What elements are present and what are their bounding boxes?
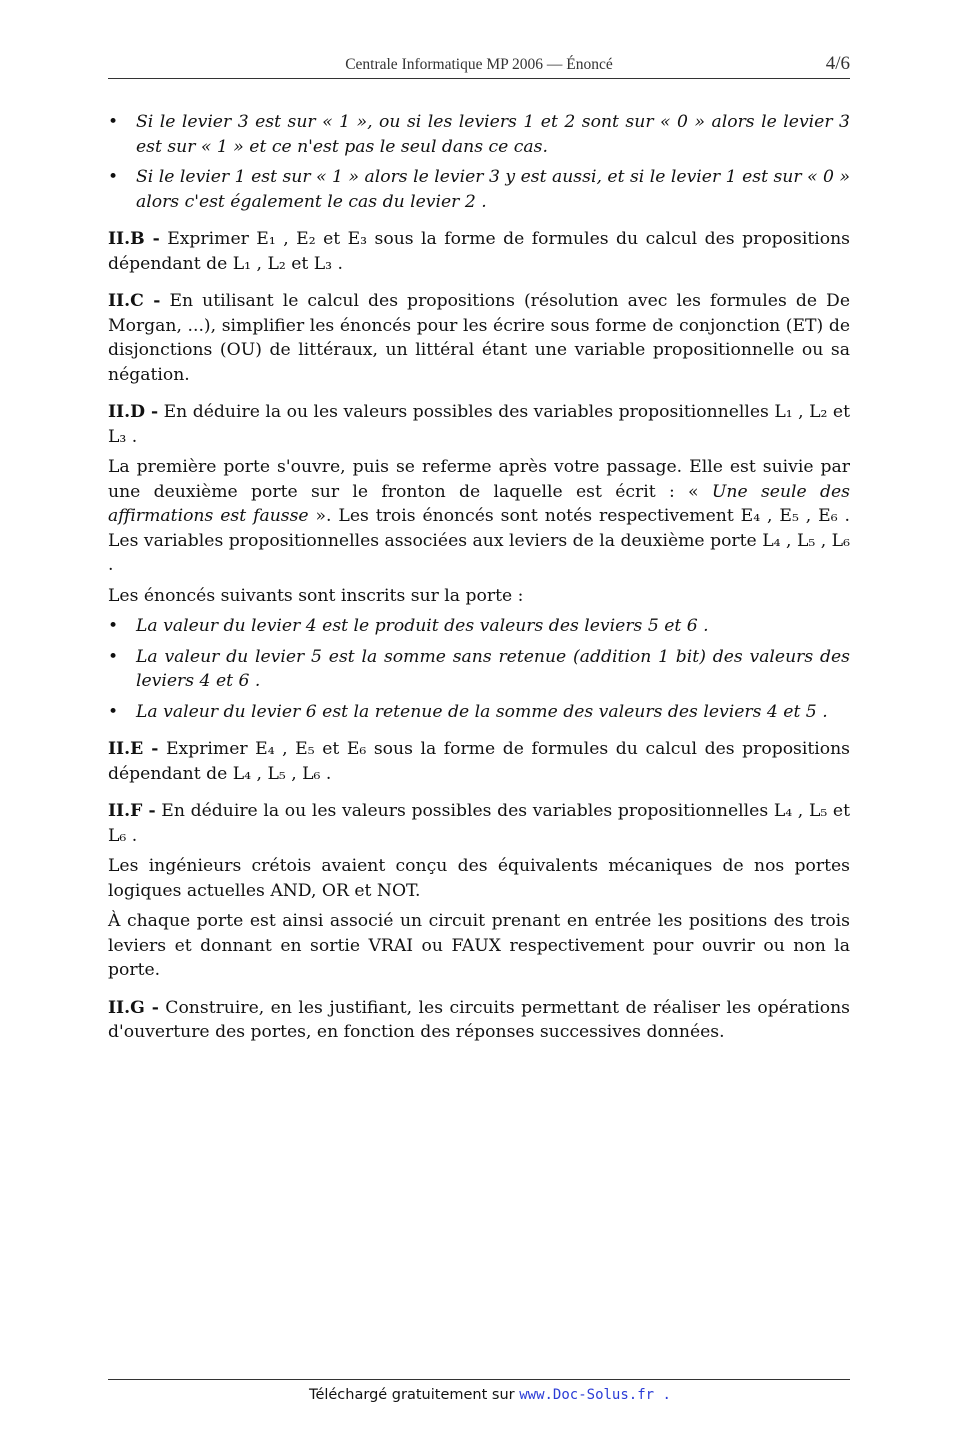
paragraph-circuit: À chaque porte est ainsi associé un circuit prenant en entrée les positions des trois leviers et donnant en sortie VRAI ou FAUX respectivement pour ouvrir ou non la porte. — [108, 911, 850, 980]
list-item: • La valeur du levier 5 est la somme sans retenue (addition 1 bit) des valeurs des leviers 4 et 6 . — [108, 646, 850, 691]
page-header — [108, 52, 850, 79]
bullet-list-top — [108, 110, 850, 214]
paragraph-second-door: La première porte s'ouvre, puis se referme après votre passage. Elle est suivie par une deuxième porte sur le fronton de laquelle est écrit : « Une seule des affirmations est fausse ». Les trois énoncés sont notés respectivement E₄ , E₅ , E₆ . Les variables propositionnelles associées aux leviers de la deuxième porte L₄ , L₅ , L₆ . — [108, 457, 851, 575]
bullet-icon: • — [108, 112, 119, 132]
doc-solus-link[interactable]: www.Doc-Solus.fr — [519, 1387, 655, 1403]
list-item: • Si le levier 1 est sur « 1 » alors le levier 3 y est aussi, et si le levier 1 est sur « 0 » alors c'est également le cas du levier 2 . — [108, 167, 850, 212]
question-IIE: II.E - Exprimer E₄ , E₅ et E₆ sous la forme de formules du calcul des propositions dépendant de L₄ , L₅ , L₆ . — [108, 739, 850, 784]
question-IIF: II.F - En déduire la ou les valeurs possibles des variables propositionnelles L₄ , L₅ et L₆ . — [108, 801, 850, 846]
paragraph-engineers: Les ingénieurs crétois avaient conçu des équivalents mécaniques de nos portes logiques actuelles AND, OR et NOT. — [108, 856, 850, 901]
header-title: Centrale Informatique MP 2006 — Énoncé — [345, 56, 613, 73]
bullet-list-statements — [108, 614, 850, 724]
page-footer: Téléchargé gratuitement sur www.Doc-Solus.fr . — [309, 1387, 671, 1403]
footer-rule — [108, 1379, 850, 1380]
question-label: II.D - — [108, 402, 159, 422]
paragraph-intro-statements: Les énoncés suivants sont inscrits sur la porte : — [108, 585, 524, 606]
bullet-icon: • — [108, 616, 119, 636]
question-IIG: II.G - Construire, en les justifiant, les circuits permettant de réaliser les opérations d'ouverture des portes, en fonction des réponses successives données. — [108, 997, 851, 1042]
question-IIC: II.C - En utilisant le calcul des propositions (résolution avec les formules de De Morgan, ...), simplifier les énoncés pour les écrire sous forme de conjonction (ET) de disjonctions (OU) de littéraux, un littéral étant une variable propositionnelle ou sa négation. — [108, 291, 850, 385]
question-label: II.C - — [108, 291, 161, 311]
bullet-icon: • — [108, 701, 119, 722]
question-IIB: II.B - Exprimer E₁ , E₂ et E₃ sous la forme de formules du calcul des propositions dépendant de L₁ , L₂ et L₃ . — [108, 229, 850, 274]
list-item: • Si le levier 3 est sur « 1 », ou si les leviers 1 et 2 sont sur « 0 » alors le levier 3 est sur « 1 » et ce n'est pas le seul dans ce cas. — [108, 112, 850, 157]
question-label: II.F - — [108, 801, 156, 821]
question-IID: II.D - En déduire la ou les valeurs possibles des variables propositionnelles L₁ , L₂ et L₃ . — [108, 402, 850, 447]
page-number: 4/6 — [825, 53, 850, 74]
list-item: • La valeur du levier 6 est la retenue de la somme des valeurs des leviers 4 et 5 . — [108, 700, 850, 725]
question-label: II.B - — [108, 229, 160, 249]
question-label: II.E - — [108, 739, 159, 759]
bullet-icon: • — [108, 646, 119, 667]
page-content — [108, 110, 850, 1045]
bullet-icon: • — [108, 167, 119, 187]
question-label: II.G - — [108, 997, 159, 1018]
list-item: • La valeur du levier 4 est le produit des valeurs des leviers 5 et 6 . — [108, 614, 850, 639]
